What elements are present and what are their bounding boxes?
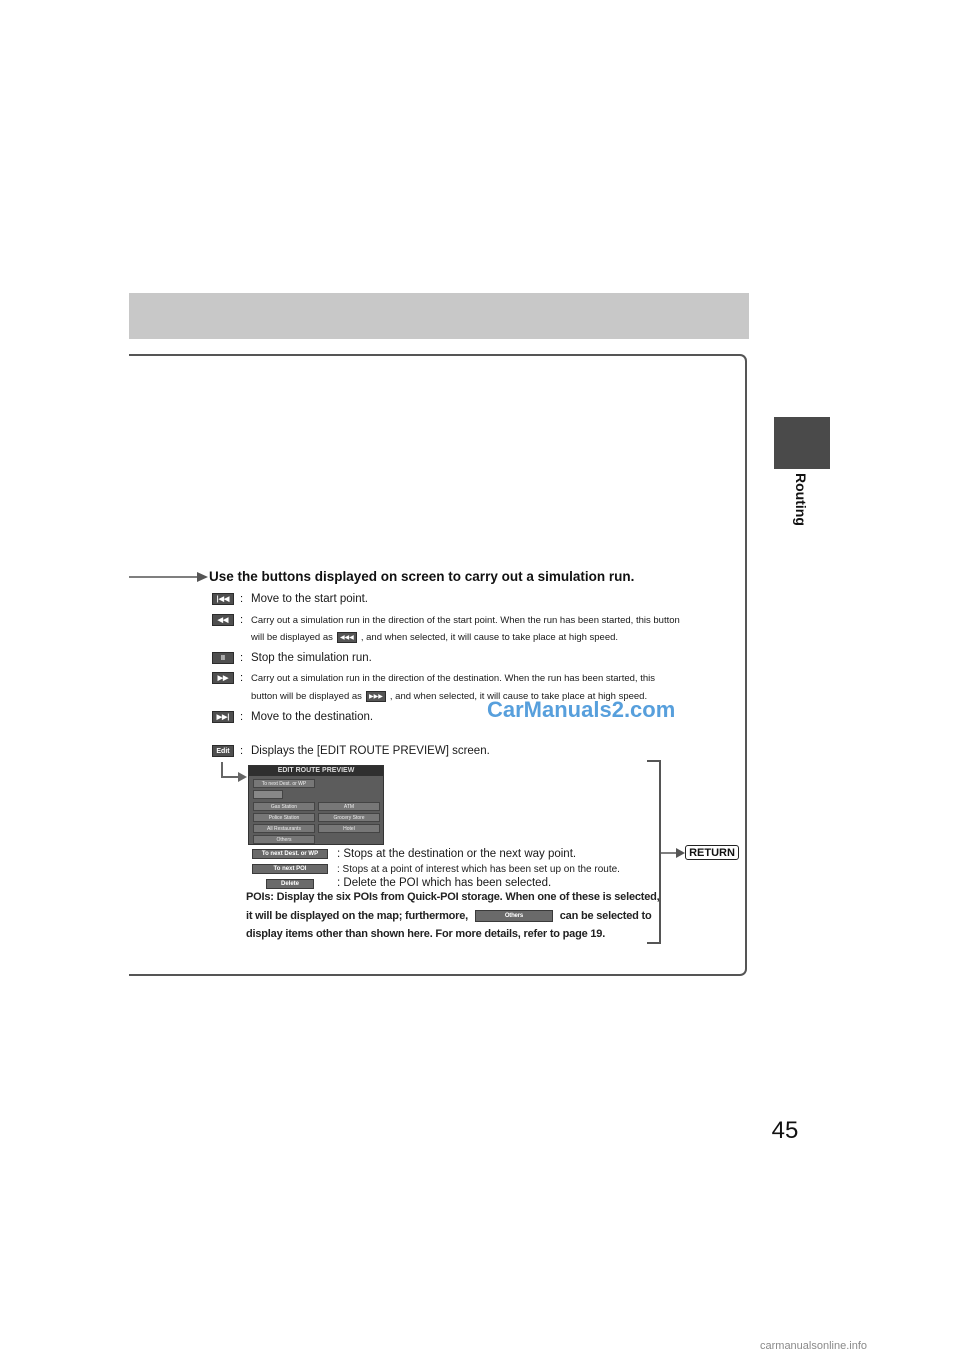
others-button[interactable]: Others [253, 835, 315, 844]
section-tab-label: Routing [793, 473, 809, 526]
to-next-poi-chip: To next POI [252, 864, 328, 874]
button-desc-stop: Stop the simulation run. [251, 652, 372, 664]
poi-button[interactable]: Police Station [253, 813, 315, 822]
section-heading: Use the buttons displayed on screen to carry out a simulation run. [209, 569, 635, 584]
page-number: 45 [771, 1117, 799, 1144]
rewind-to-start-icon: |◀◀ [212, 593, 234, 605]
pause-icon: II [212, 652, 234, 664]
edit-icon: Edit [212, 745, 234, 757]
return-arrow-icon [660, 846, 686, 860]
poi-note-line1: POIs: Display the six POIs from Quick-POI storage. When one of these is selected, [246, 891, 660, 903]
skip-to-destination-icon: ▶▶| [212, 711, 234, 723]
section-tab [774, 417, 830, 469]
colon: : [240, 652, 244, 664]
colon: : [240, 672, 244, 684]
colon: : [240, 593, 244, 605]
return-button[interactable]: RETURN [685, 845, 739, 860]
colon: : [240, 745, 244, 757]
to-next-poi-desc: : Stops at a point of interest which has been set up on the route. [337, 864, 620, 875]
to-next-dest-desc: : Stops at the destination or the next way point. [337, 848, 577, 860]
screen-title: EDIT ROUTE PREVIEW [249, 766, 383, 776]
poi-button[interactable]: Gas Station [253, 802, 315, 811]
colon: : [240, 711, 244, 723]
watermark: CarManuals2.com [487, 697, 676, 722]
fast-reverse-icon: ◀◀◀ [337, 632, 357, 643]
forward-run-icon: ▶▶ [212, 672, 234, 684]
delete-chip: Delete [266, 879, 314, 889]
fast-forward-icon: ▶▶▶ [366, 691, 386, 702]
delete-desc: : Delete the POI which has been selected. [337, 877, 552, 889]
poi-button[interactable]: Hotel [318, 824, 380, 833]
button-desc-start: Move to the start point. [251, 593, 368, 605]
poi-note-line2: it will be displayed on the map; furthermore, Others can be selected to [246, 910, 652, 922]
button-desc-destination: Move to the destination. [251, 711, 374, 723]
footer-watermark: carmanualsonline.info [760, 1340, 868, 1352]
button-desc-reverse-line2: will be displayed as ◀◀◀ , and when selected, it will cause to take place at high speed. [251, 632, 619, 644]
heading-arrow-icon [129, 570, 209, 584]
others-chip: Others [475, 910, 553, 922]
poi-note-line3: display items other than shown here. For more details, refer to page 19. [246, 928, 606, 940]
colon: : [240, 614, 244, 626]
poi-button[interactable]: Grocery Store [318, 813, 380, 822]
section-header-bar [129, 293, 749, 339]
poi-button[interactable]: ATM [318, 802, 380, 811]
to-next-poi-button[interactable] [253, 790, 283, 799]
button-desc-forward-line2: button will be displayed as ▶▶▶ , and when selected, it will cause to take place at high speed. [251, 691, 648, 703]
poi-button[interactable]: All Restaurants [253, 824, 315, 833]
button-desc-reverse: Carry out a simulation run in the direction of the start point. When the run has been started, this button [251, 615, 680, 626]
to-next-dest-button[interactable]: To next Dest. or WP [253, 779, 315, 788]
reverse-run-icon: ◀◀ [212, 614, 234, 626]
edit-route-preview-screen [248, 765, 384, 845]
button-desc-edit: Displays the [EDIT ROUTE PREVIEW] screen. [251, 745, 490, 757]
button-desc-forward: Carry out a simulation run in the direction of the destination. When the run has been started, this [251, 673, 655, 684]
to-next-dest-chip: To next Dest. or WP [252, 849, 328, 859]
elbow-arrow-icon [218, 762, 248, 784]
